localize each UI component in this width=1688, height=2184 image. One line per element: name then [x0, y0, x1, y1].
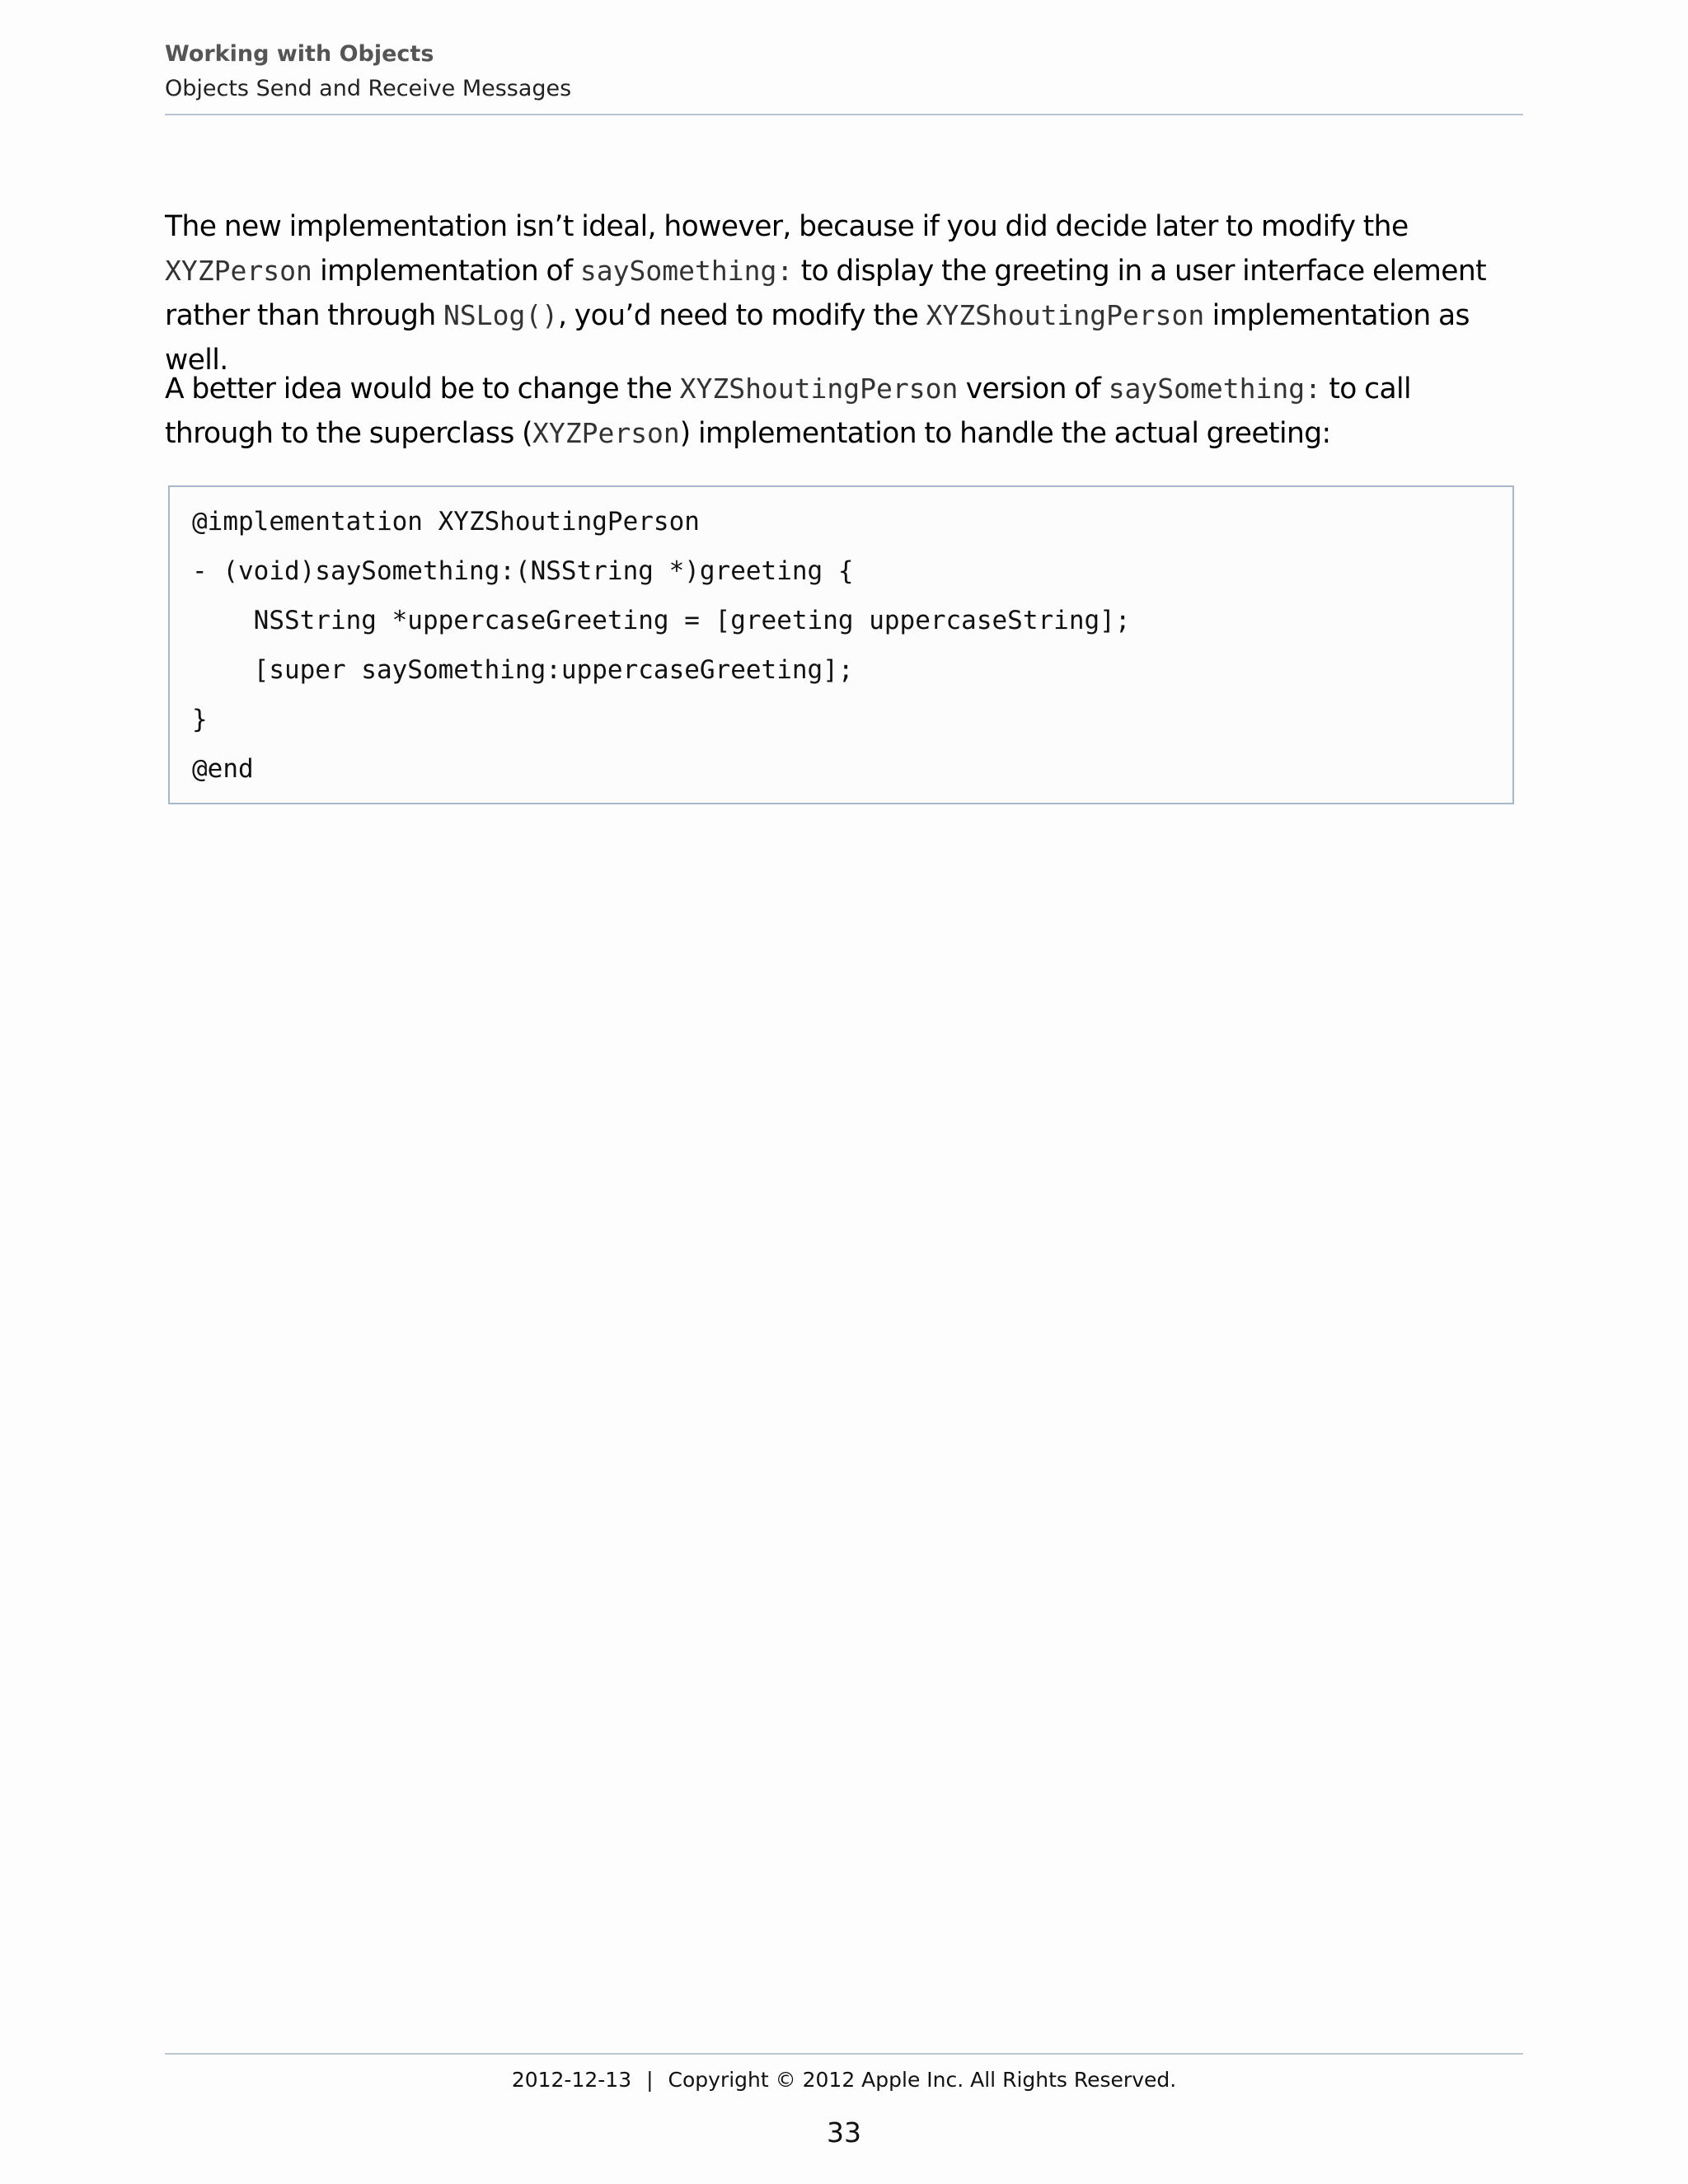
paragraph-text: version of [958, 373, 1109, 405]
header-divider [165, 114, 1523, 115]
paragraph [165, 367, 1523, 456]
code-line: } [192, 705, 208, 734]
inline-code: XYZPerson [165, 255, 312, 287]
page-header [165, 38, 1523, 105]
inline-code: XYZShoutingPerson [679, 373, 959, 405]
section-title: Objects Send and Receive Messages [165, 76, 572, 101]
footer-date: 2012-12-13 [511, 2068, 632, 2092]
code-line: - (void)saySomething:(NSString *)greeting { [192, 556, 854, 586]
paragraph-text: implementation of [312, 255, 580, 288]
inline-code: XYZPerson [532, 417, 680, 449]
paragraph-text: to call through to the superclass ( [165, 373, 1412, 450]
footer-copyright: Copyright © 2012 Apple Inc. All Rights Reserved. [668, 2068, 1177, 2092]
code-listing [168, 485, 1514, 804]
paragraph-text: ) implementation to handle the actual greeting: [679, 417, 1331, 450]
paragraph-text: to display the greeting in a user interface element rather than through [165, 255, 1487, 332]
code-line: [super saySomething:uppercaseGreeting]; [192, 655, 854, 685]
code-line: @implementation XYZShoutingPerson [192, 507, 700, 537]
code-line: NSString *uppercaseGreeting = [greeting uppercaseString]; [192, 606, 1131, 635]
page-footer [0, 2065, 1688, 2095]
paragraph-text: , you’d need to modify the [558, 299, 926, 332]
paragraph [165, 204, 1523, 382]
inline-code: saySomething: [1108, 373, 1321, 405]
inline-code: saySomething: [579, 255, 794, 287]
paragraph-text: implementation as well. [165, 299, 1470, 377]
inline-code: NSLog() [443, 299, 559, 331]
footer-divider [165, 2053, 1523, 2055]
code-line: @end [192, 754, 254, 784]
page-number: 33 [827, 2116, 861, 2149]
chapter-title: Working with Objects [165, 41, 434, 67]
paragraph-text: A better idea would be to change the [165, 373, 680, 405]
inline-code: XYZShoutingPerson [926, 299, 1205, 331]
paragraph-text: The new implementation isn’t ideal, however, because if you did decide later to modify the [165, 210, 1409, 243]
footer-separator: | [646, 2068, 654, 2092]
